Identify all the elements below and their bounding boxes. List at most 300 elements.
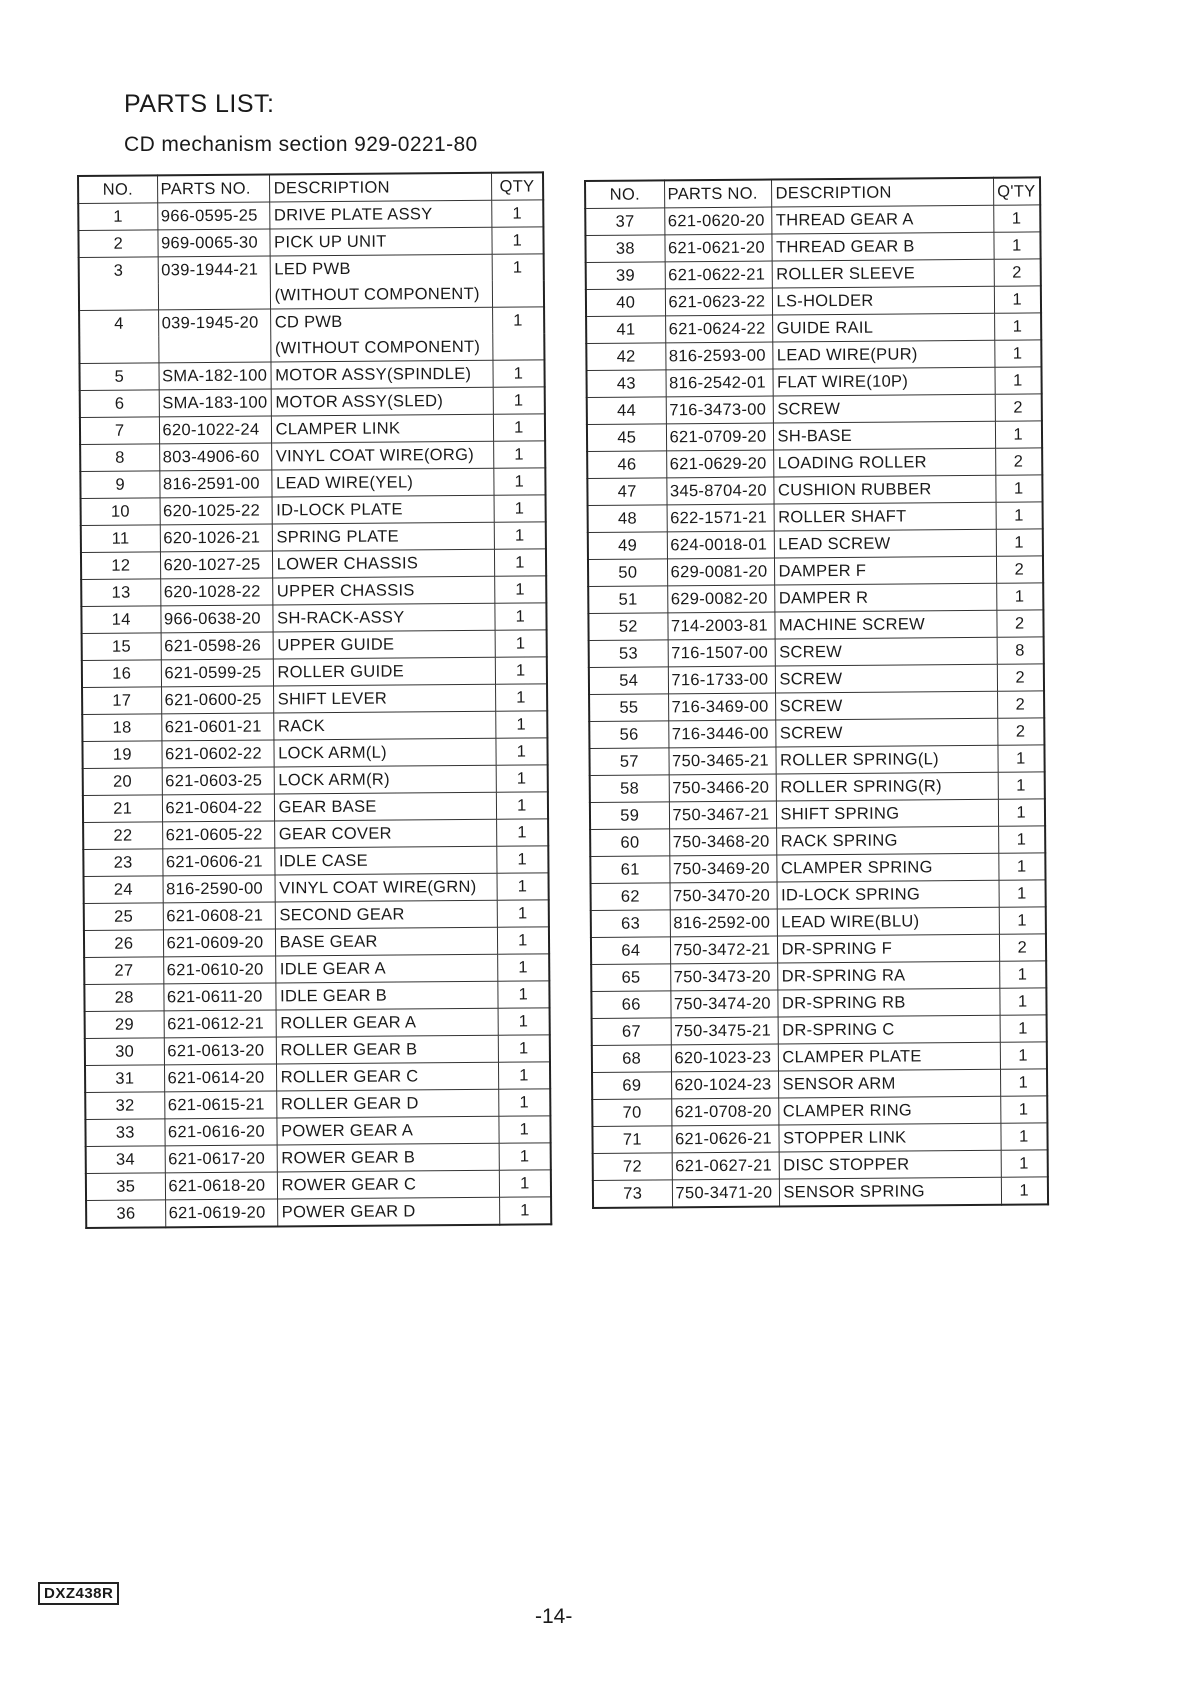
part-description: ID-LOCK PLATE	[272, 495, 494, 524]
part-quantity: 1	[996, 529, 1043, 556]
part-quantity: 1	[995, 475, 1042, 502]
part-number-index: 45	[587, 424, 666, 452]
part-description: SH-RACK-ASSY	[272, 603, 494, 632]
part-number-index: 35	[86, 1173, 165, 1201]
part-description-continued: (WITHOUT COMPONENT)	[270, 281, 492, 309]
table-row	[80, 387, 545, 418]
part-code: 621-0602-22	[161, 740, 273, 768]
part-description: DISC STOPPER	[779, 1150, 1001, 1179]
table-row	[586, 340, 1041, 371]
part-description: IDLE GEAR B	[275, 981, 497, 1010]
part-number-index: 1	[78, 203, 157, 231]
part-quantity: 1	[494, 549, 546, 576]
part-description: CUSHION RUBBER	[773, 475, 995, 504]
part-quantity: 1	[496, 765, 548, 792]
table-row	[79, 307, 544, 337]
part-quantity: 1	[495, 657, 547, 684]
part-code: 803-4906-60	[159, 443, 271, 471]
part-quantity: 1	[496, 792, 548, 819]
part-number-index: 40	[586, 289, 665, 317]
table-row	[587, 394, 1042, 425]
part-code: 621-0623-22	[665, 288, 772, 316]
part-description: ROLLER GEAR D	[276, 1089, 498, 1118]
table-row	[586, 367, 1041, 398]
part-code: 039-1945-20	[158, 309, 270, 336]
part-description: THREAD GEAR A	[771, 205, 993, 234]
part-number-index: 46	[587, 451, 666, 479]
part-number-index: 34	[86, 1146, 165, 1174]
part-number-index: 51	[588, 586, 667, 614]
table-row	[83, 846, 548, 877]
part-number-index: 44	[587, 397, 666, 425]
part-description: VINYL COAT WIRE(ORG)	[271, 441, 493, 470]
part-number-index: 4	[79, 310, 158, 337]
part-quantity: 1	[998, 826, 1045, 853]
part-number-index: 8	[80, 444, 159, 472]
part-description: LEAD WIRE(BLU)	[777, 907, 999, 936]
part-description: UPPER GUIDE	[273, 630, 495, 659]
part-description: DAMPER F	[774, 556, 996, 585]
part-code: 621-0615-21	[164, 1091, 276, 1119]
table-row	[588, 529, 1043, 560]
table-row	[586, 313, 1041, 344]
part-quantity: 1	[1000, 1015, 1047, 1042]
part-description: CLAMPER SPRING	[776, 853, 998, 882]
table-row	[586, 286, 1041, 317]
part-number-index: 60	[590, 829, 669, 857]
part-quantity: 1	[493, 360, 545, 387]
part-description: CD PWB	[270, 307, 492, 335]
part-code: 716-3473-00	[666, 396, 773, 424]
part-number-index: 54	[589, 667, 668, 695]
table-row	[81, 549, 546, 580]
table-row	[588, 556, 1043, 587]
part-description: ROLLER SPRING(R)	[776, 772, 998, 801]
part-code: 716-3446-00	[668, 720, 775, 748]
table-row	[589, 664, 1044, 695]
part-quantity: 1	[498, 1035, 550, 1062]
table-row	[589, 691, 1044, 722]
table-row	[80, 414, 545, 445]
part-description: ROLLER GUIDE	[273, 657, 495, 686]
part-code: 750-3467-21	[669, 801, 776, 829]
part-code: 816-2590-00	[163, 875, 275, 903]
part-number-index: 36	[86, 1200, 165, 1228]
part-number-index: 64	[591, 937, 670, 965]
empty-cell	[492, 280, 544, 307]
part-code: 621-0608-21	[163, 902, 275, 930]
table-row	[588, 610, 1043, 641]
part-quantity: 1	[498, 1008, 550, 1035]
part-quantity: 1	[499, 1143, 551, 1170]
part-quantity: 2	[996, 610, 1043, 637]
header-qty: Q'TY	[993, 177, 1040, 205]
part-code: 620-1027-25	[160, 551, 272, 579]
part-number-index: 67	[592, 1018, 671, 1046]
part-code: 621-0605-22	[162, 821, 274, 849]
part-description: LOCK ARM(L)	[274, 738, 496, 767]
table-row	[85, 1008, 550, 1039]
part-quantity: 1	[497, 954, 549, 981]
section-subtitle: CD mechanism section 929-0221-80	[124, 133, 478, 156]
table-row	[592, 1123, 1047, 1154]
part-quantity: 1	[995, 421, 1042, 448]
part-number-index: 69	[592, 1072, 671, 1100]
part-quantity: 1	[497, 981, 549, 1008]
part-number-index: 12	[81, 552, 160, 580]
table-row	[592, 1042, 1047, 1073]
table-row	[586, 259, 1041, 290]
part-quantity: 1	[499, 1116, 551, 1143]
part-description: DR-SPRING F	[777, 934, 999, 963]
part-number-index: 19	[82, 741, 161, 769]
model-number-badge: DXZ438R	[38, 1582, 119, 1605]
part-quantity: 2	[995, 394, 1042, 421]
table-row	[84, 873, 549, 904]
table-row	[592, 1096, 1047, 1127]
part-code: 620-1024-23	[671, 1071, 778, 1099]
empty-cell	[158, 335, 270, 362]
table-row	[86, 1170, 551, 1201]
part-description-continued: (WITHOUT COMPONENT)	[270, 334, 492, 362]
part-description: IDLE GEAR A	[275, 954, 497, 983]
part-quantity: 1	[491, 200, 543, 227]
empty-cell	[79, 283, 158, 310]
table-row	[592, 1015, 1047, 1046]
part-quantity: 1	[497, 900, 549, 927]
header-no: NO.	[585, 180, 664, 208]
part-code: 621-0614-20	[164, 1064, 276, 1092]
table-header-row	[585, 177, 1040, 208]
part-quantity: 1	[494, 522, 546, 549]
table-row	[588, 502, 1043, 533]
part-code: 816-2593-00	[665, 342, 772, 370]
part-description: LED PWB	[270, 254, 492, 282]
part-code: 621-0611-20	[163, 983, 275, 1011]
part-code: 716-1507-00	[668, 639, 775, 667]
part-description: ROLLER SHAFT	[774, 502, 996, 531]
part-code: 629-0081-20	[667, 558, 774, 586]
part-number-index: 65	[591, 964, 670, 992]
part-description: ROLLER GEAR A	[276, 1008, 498, 1037]
part-description: CLAMPER RING	[778, 1096, 1000, 1125]
part-code: 714-2003-81	[667, 612, 774, 640]
part-quantity: 1	[494, 576, 546, 603]
part-number-index: 31	[85, 1065, 164, 1093]
part-description: ROWER GEAR C	[277, 1170, 499, 1199]
part-code: 624-0018-01	[667, 531, 774, 559]
part-number-index: 57	[589, 748, 668, 776]
table-row	[84, 981, 549, 1012]
part-description: POWER GEAR D	[277, 1197, 499, 1226]
table-row	[79, 254, 544, 284]
part-code: 621-0616-20	[164, 1118, 276, 1146]
part-number-index: 62	[591, 883, 670, 911]
part-code: 750-3471-20	[672, 1179, 779, 1207]
table-row	[83, 765, 548, 796]
part-description: GEAR COVER	[274, 819, 496, 848]
table-row-continuation	[79, 333, 544, 363]
table-row	[593, 1177, 1048, 1208]
part-quantity: 1	[492, 254, 544, 281]
part-quantity: 1	[492, 227, 544, 254]
table-row	[589, 718, 1044, 749]
table-row	[85, 1116, 550, 1147]
part-code: 750-3474-20	[670, 990, 777, 1018]
page-title: PARTS LIST:	[124, 90, 275, 118]
part-quantity: 1	[496, 846, 548, 873]
part-description: LEAD WIRE(PUR)	[772, 340, 994, 369]
part-quantity: 1	[998, 799, 1045, 826]
part-quantity: 2	[996, 556, 1043, 583]
part-code: 621-0601-21	[161, 713, 273, 741]
part-code: 621-0603-25	[162, 767, 274, 795]
part-code: 716-3469-00	[668, 693, 775, 721]
part-code: 621-0599-25	[161, 659, 273, 687]
part-code: 969-0065-30	[157, 229, 269, 257]
part-description: ROWER GEAR B	[277, 1143, 499, 1172]
part-code: 750-3475-21	[671, 1017, 778, 1045]
part-number-index: 5	[79, 363, 158, 391]
table-header-row	[78, 172, 543, 203]
part-code: 620-1022-24	[159, 416, 271, 444]
part-code: 621-0619-20	[165, 1199, 277, 1227]
part-code: 750-3470-20	[670, 882, 777, 910]
part-description: CLAMPER LINK	[271, 414, 493, 443]
table-row	[81, 495, 546, 526]
table-row	[587, 448, 1042, 479]
part-quantity: 1	[493, 441, 545, 468]
part-quantity: 1	[496, 738, 548, 765]
part-number-index: 68	[592, 1045, 671, 1073]
part-quantity: 1	[497, 873, 549, 900]
empty-cell	[158, 282, 270, 309]
part-description: POWER GEAR A	[277, 1116, 499, 1145]
part-number-index: 49	[588, 532, 667, 560]
part-quantity: 1	[999, 961, 1046, 988]
table-row	[81, 576, 546, 607]
part-code: 621-0598-26	[161, 632, 273, 660]
table-row	[82, 630, 547, 661]
part-code: 621-0622-21	[665, 261, 772, 289]
part-description: SHIFT SPRING	[776, 799, 998, 828]
table-row	[83, 819, 548, 850]
part-number-index: 9	[80, 471, 159, 499]
part-code: 621-0604-22	[162, 794, 274, 822]
part-number-index: 71	[592, 1126, 671, 1154]
part-description: STOPPER LINK	[778, 1123, 1000, 1152]
part-number-index: 63	[591, 910, 670, 938]
part-code: 621-0612-21	[164, 1010, 276, 1038]
part-number-index: 30	[85, 1038, 164, 1066]
part-code: 621-0709-20	[666, 423, 773, 451]
empty-cell	[79, 336, 158, 363]
part-quantity: 1	[998, 853, 1045, 880]
part-description: SENSOR SPRING	[779, 1177, 1001, 1206]
table-row	[589, 745, 1044, 776]
part-quantity: 1	[1000, 1123, 1047, 1150]
part-description: MOTOR ASSY(SPINDLE)	[271, 360, 493, 389]
part-description: SECOND GEAR	[275, 900, 497, 929]
table-row	[82, 711, 547, 742]
part-code: 620-1025-22	[160, 497, 272, 525]
part-number-index: 50	[588, 559, 667, 587]
part-code: 750-3465-21	[668, 747, 775, 775]
part-code: 750-3466-20	[669, 774, 776, 802]
table-row	[85, 1035, 550, 1066]
part-number-index: 42	[586, 343, 665, 371]
table-row	[585, 232, 1040, 263]
part-number-index: 48	[588, 505, 667, 533]
part-quantity: 1	[993, 232, 1040, 259]
table-row	[78, 227, 543, 258]
part-code: 620-1028-22	[160, 578, 272, 606]
part-number-index: 43	[586, 370, 665, 398]
part-quantity: 1	[493, 468, 545, 495]
part-quantity: 1	[495, 684, 547, 711]
parts-table-right-body	[585, 205, 1048, 1208]
part-description: GUIDE RAIL	[772, 313, 994, 342]
part-code: 621-0624-22	[665, 315, 772, 343]
part-description: SCREW	[775, 718, 997, 747]
part-quantity: 1	[492, 307, 544, 334]
header-qty: QTY	[491, 172, 543, 200]
part-quantity: 2	[994, 259, 1041, 286]
part-code: 716-1733-00	[668, 666, 775, 694]
table-row	[588, 583, 1043, 614]
part-number-index: 32	[85, 1092, 164, 1120]
part-code: 621-0621-20	[664, 234, 771, 262]
table-row	[591, 988, 1046, 1019]
table-row	[590, 826, 1045, 857]
part-quantity: 1	[996, 502, 1043, 529]
part-number-index: 72	[593, 1153, 672, 1181]
part-number-index: 52	[588, 613, 667, 641]
part-quantity: 1	[994, 286, 1041, 313]
part-quantity: 1	[1000, 1096, 1047, 1123]
part-quantity: 1	[493, 414, 545, 441]
part-code: 621-0708-20	[671, 1098, 778, 1126]
part-quantity: 1	[498, 1062, 550, 1089]
part-quantity: 1	[495, 711, 547, 738]
table-row	[78, 200, 543, 231]
part-description: RACK	[273, 711, 495, 740]
part-description: ROLLER GEAR B	[276, 1035, 498, 1064]
table-row-continuation	[79, 280, 544, 310]
table-row	[84, 900, 549, 931]
table-row	[80, 468, 545, 499]
part-quantity: 1	[1001, 1177, 1048, 1205]
part-description: LEAD SCREW	[774, 529, 996, 558]
part-number-index: 14	[81, 606, 160, 634]
part-number-index: 15	[82, 633, 161, 661]
part-number-index: 26	[84, 930, 163, 958]
table-row	[82, 738, 547, 769]
part-number-index: 2	[78, 230, 157, 258]
part-quantity: 8	[997, 637, 1044, 664]
page-number: -14-	[535, 1605, 573, 1628]
part-quantity: 1	[1000, 1069, 1047, 1096]
part-code: 750-3468-20	[669, 828, 776, 856]
part-description: LS-HOLDER	[772, 286, 994, 315]
part-quantity: 1	[493, 387, 545, 414]
part-code: 621-0610-20	[163, 956, 275, 984]
part-quantity: 2	[997, 664, 1044, 691]
part-code: 816-2591-00	[159, 470, 271, 498]
table-row	[82, 657, 547, 688]
part-number-index: 39	[586, 262, 665, 290]
part-number-index: 56	[589, 721, 668, 749]
header-description: DESCRIPTION	[771, 178, 993, 207]
part-code: 621-0629-20	[666, 450, 773, 478]
table-row	[587, 421, 1042, 452]
part-code: 621-0627-21	[672, 1152, 779, 1180]
part-number-index: 16	[82, 660, 161, 688]
part-quantity: 1	[1000, 1042, 1047, 1069]
table-row	[591, 934, 1046, 965]
part-quantity: 1	[494, 495, 546, 522]
part-description: ID-LOCK SPRING	[777, 880, 999, 909]
part-description: PICK UP UNIT	[270, 227, 492, 256]
table-row	[85, 1089, 550, 1120]
part-description: SCREW	[775, 664, 997, 693]
part-number-index: 66	[591, 991, 670, 1019]
part-quantity: 1	[499, 1197, 551, 1225]
part-quantity: 1	[499, 1170, 551, 1197]
part-description: RACK SPRING	[776, 826, 998, 855]
part-code: 620-1026-21	[160, 524, 272, 552]
part-code: 629-0082-20	[667, 585, 774, 613]
part-code: SMA-183-100	[159, 389, 271, 417]
part-description: GEAR BASE	[274, 792, 496, 821]
table-row	[590, 799, 1045, 830]
part-quantity: 1	[997, 745, 1044, 772]
part-quantity: 1	[994, 340, 1041, 367]
part-number-index: 18	[82, 714, 161, 742]
part-number-index: 24	[84, 876, 163, 904]
part-description: UPPER CHASSIS	[272, 576, 494, 605]
table-row	[79, 360, 544, 391]
part-number-index: 17	[82, 687, 161, 715]
part-code: 621-0600-25	[161, 686, 273, 714]
part-quantity: 1	[1001, 1150, 1048, 1177]
part-number-index: 25	[84, 903, 163, 931]
part-number-index: 7	[80, 417, 159, 445]
part-description: THREAD GEAR B	[771, 232, 993, 261]
table-row	[587, 475, 1042, 506]
table-row	[592, 1069, 1047, 1100]
part-code: 620-1023-23	[671, 1044, 778, 1072]
part-code: 621-0606-21	[162, 848, 274, 876]
part-description: IDLE CASE	[274, 846, 496, 875]
table-row	[86, 1197, 551, 1228]
part-description: MOTOR ASSY(SLED)	[271, 387, 493, 416]
table-row	[589, 637, 1044, 668]
part-quantity: 1	[497, 927, 549, 954]
table-row	[81, 522, 546, 553]
part-description: ROLLER SPRING(L)	[775, 745, 997, 774]
part-number-index: 58	[590, 775, 669, 803]
header-parts-no: PARTS NO.	[664, 180, 771, 208]
part-number-index: 28	[84, 984, 163, 1012]
part-number-index: 53	[589, 640, 668, 668]
part-quantity: 1	[498, 1089, 550, 1116]
part-description: LOADING ROLLER	[773, 448, 995, 477]
part-quantity: 2	[997, 718, 1044, 745]
header-parts-no: PARTS NO.	[157, 174, 269, 202]
part-number-index: 73	[593, 1180, 672, 1208]
part-description: SENSOR ARM	[778, 1069, 1000, 1098]
